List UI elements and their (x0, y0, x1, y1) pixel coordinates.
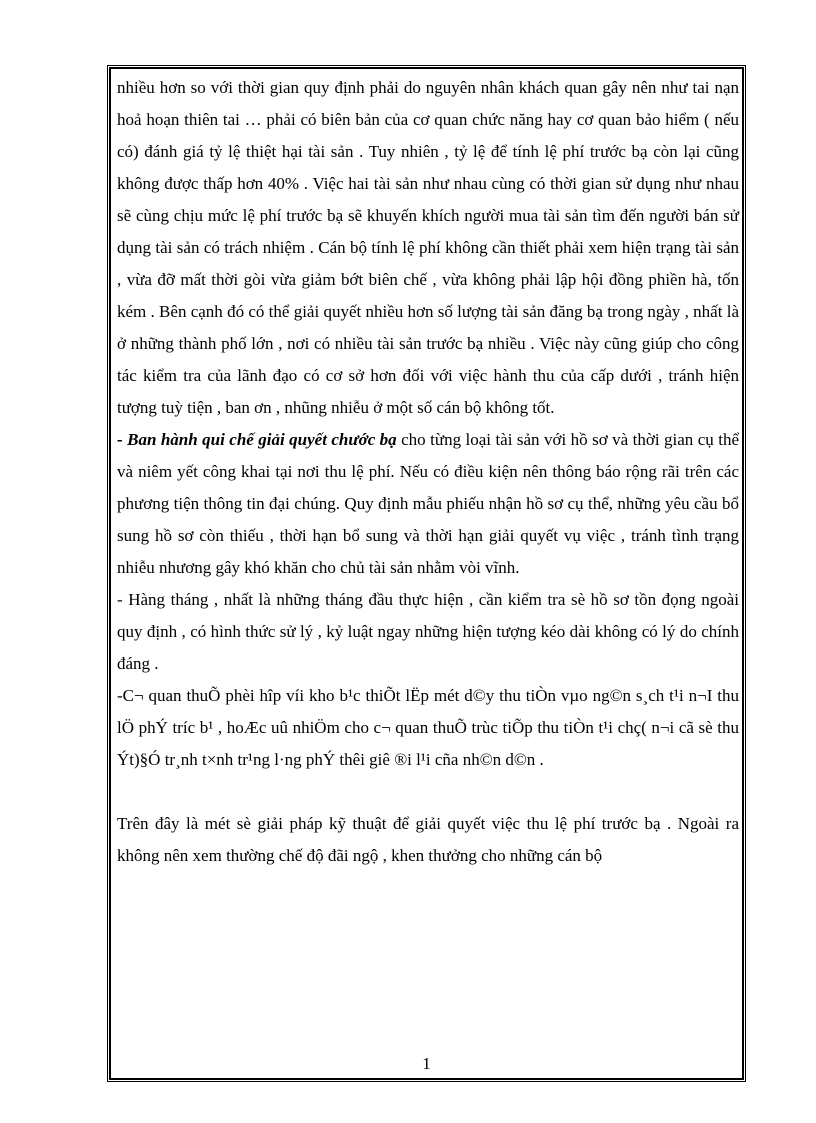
paragraph-tax-agency-coordination: -C¬ quan thuÕ phèi hîp víi kho b¹c thiÕt lËp mét d©y thu tiÒn vµo ng©n s¸ch t¹i n¬I thu lÖ phÝ tríc b¹ , hoÆc uû nhiÖm cho c¬ quan thuÕ trùc tiÕp thu tiÒn t¹i chç( n¬i cã sè thu Ýt)§Ó tr¸nh t×nh tr¹ng l·ng phÝ thêi giê ®i l¹i cña nh©n d©n . (117, 686, 739, 769)
paragraph-monthly-inspection: - Hàng tháng , nhất là những tháng đầu thực hiện , cần kiểm tra sè hồ sơ tồn đọng ngoài quy định , có hình thức sử lý , kỷ luật ngay những hiện tượng kéo dài không có lý do chính đáng . (117, 590, 739, 673)
page-number: 1 (422, 1054, 431, 1073)
paragraph-processing-rules (117, 424, 739, 584)
paragraph-asset-depreciation: nhiều hơn so với thời gian quy định phải do nguyên nhân khách quan gây nên như tai nạn hoả hoạn thiên tai … phải có biên bản của cơ quan chức năng hay cơ quan bảo hiểm ( nếu có) đánh giá tỷ lệ thiệt hại tài sản . Tuy nhiên , tỷ lệ để tính lệ phí trước bạ còn lại cũng không được thấp hơn 40% . Việc hai tài sản như nhau cùng có thời gian sử dụng như nhau sẽ cùng chịu mức lệ phí trước bạ sẽ khuyến khích người mua tài sản tìm đến người bán sử dụng tài sản có trách nhiệm . Cán bộ tính lệ phí không cần thiết phải xem hiện trạng tài sản , vừa đỡ mất thời gòi vừa giảm bớt biên chế , vừa không phải lập hội đồng phiền hà, tốn kém . Bên cạnh đó có thể giải quyết nhiều hơn số lượng tài sản đăng bạ trong ngày , nhất là ở những thành phố lớn , nơi có nhiều tài sản trước bạ nhiều . Việc này cũng giúp cho công tác kiểm tra của lãnh đạo có cơ sở hơn đối với việc hành thu của cấp dưới , tránh hiện tượng tuỳ tiện , ban ơn , nhũng nhiễu ở một số cán bộ không tốt. (117, 78, 739, 417)
document-body (117, 72, 739, 872)
paragraph-conclusion: Trên đây là mét sè giải pháp kỹ thuật để giải quyết việc thu lệ phí trước bạ . Ngoài ra không nên xem thường chế độ đãi ngộ , khen thưởng cho những cán bộ (117, 814, 739, 865)
paragraph-lead-heading: - Ban hành qui chế giải quyết chước bạ (117, 430, 397, 449)
paragraph-body-text: cho từng loại tài sản với hồ sơ và thời gian cụ thể và niêm yết công khai tại nơi thu lệ phí. Nếu có điều kiện nên thông báo rộng rãi trên các phương tiện thông tin đại chúng. Quy định mẫu phiếu nhận hồ sơ cụ thể, những yêu cầu bổ sung hồ sơ còn thiếu , thời hạn bổ sung và thời hạn giải quyết vụ việc , tránh tình trạng nhiễu nhương gây khó khăn cho chủ tài sản nhằm vòi vĩnh. (117, 430, 740, 577)
